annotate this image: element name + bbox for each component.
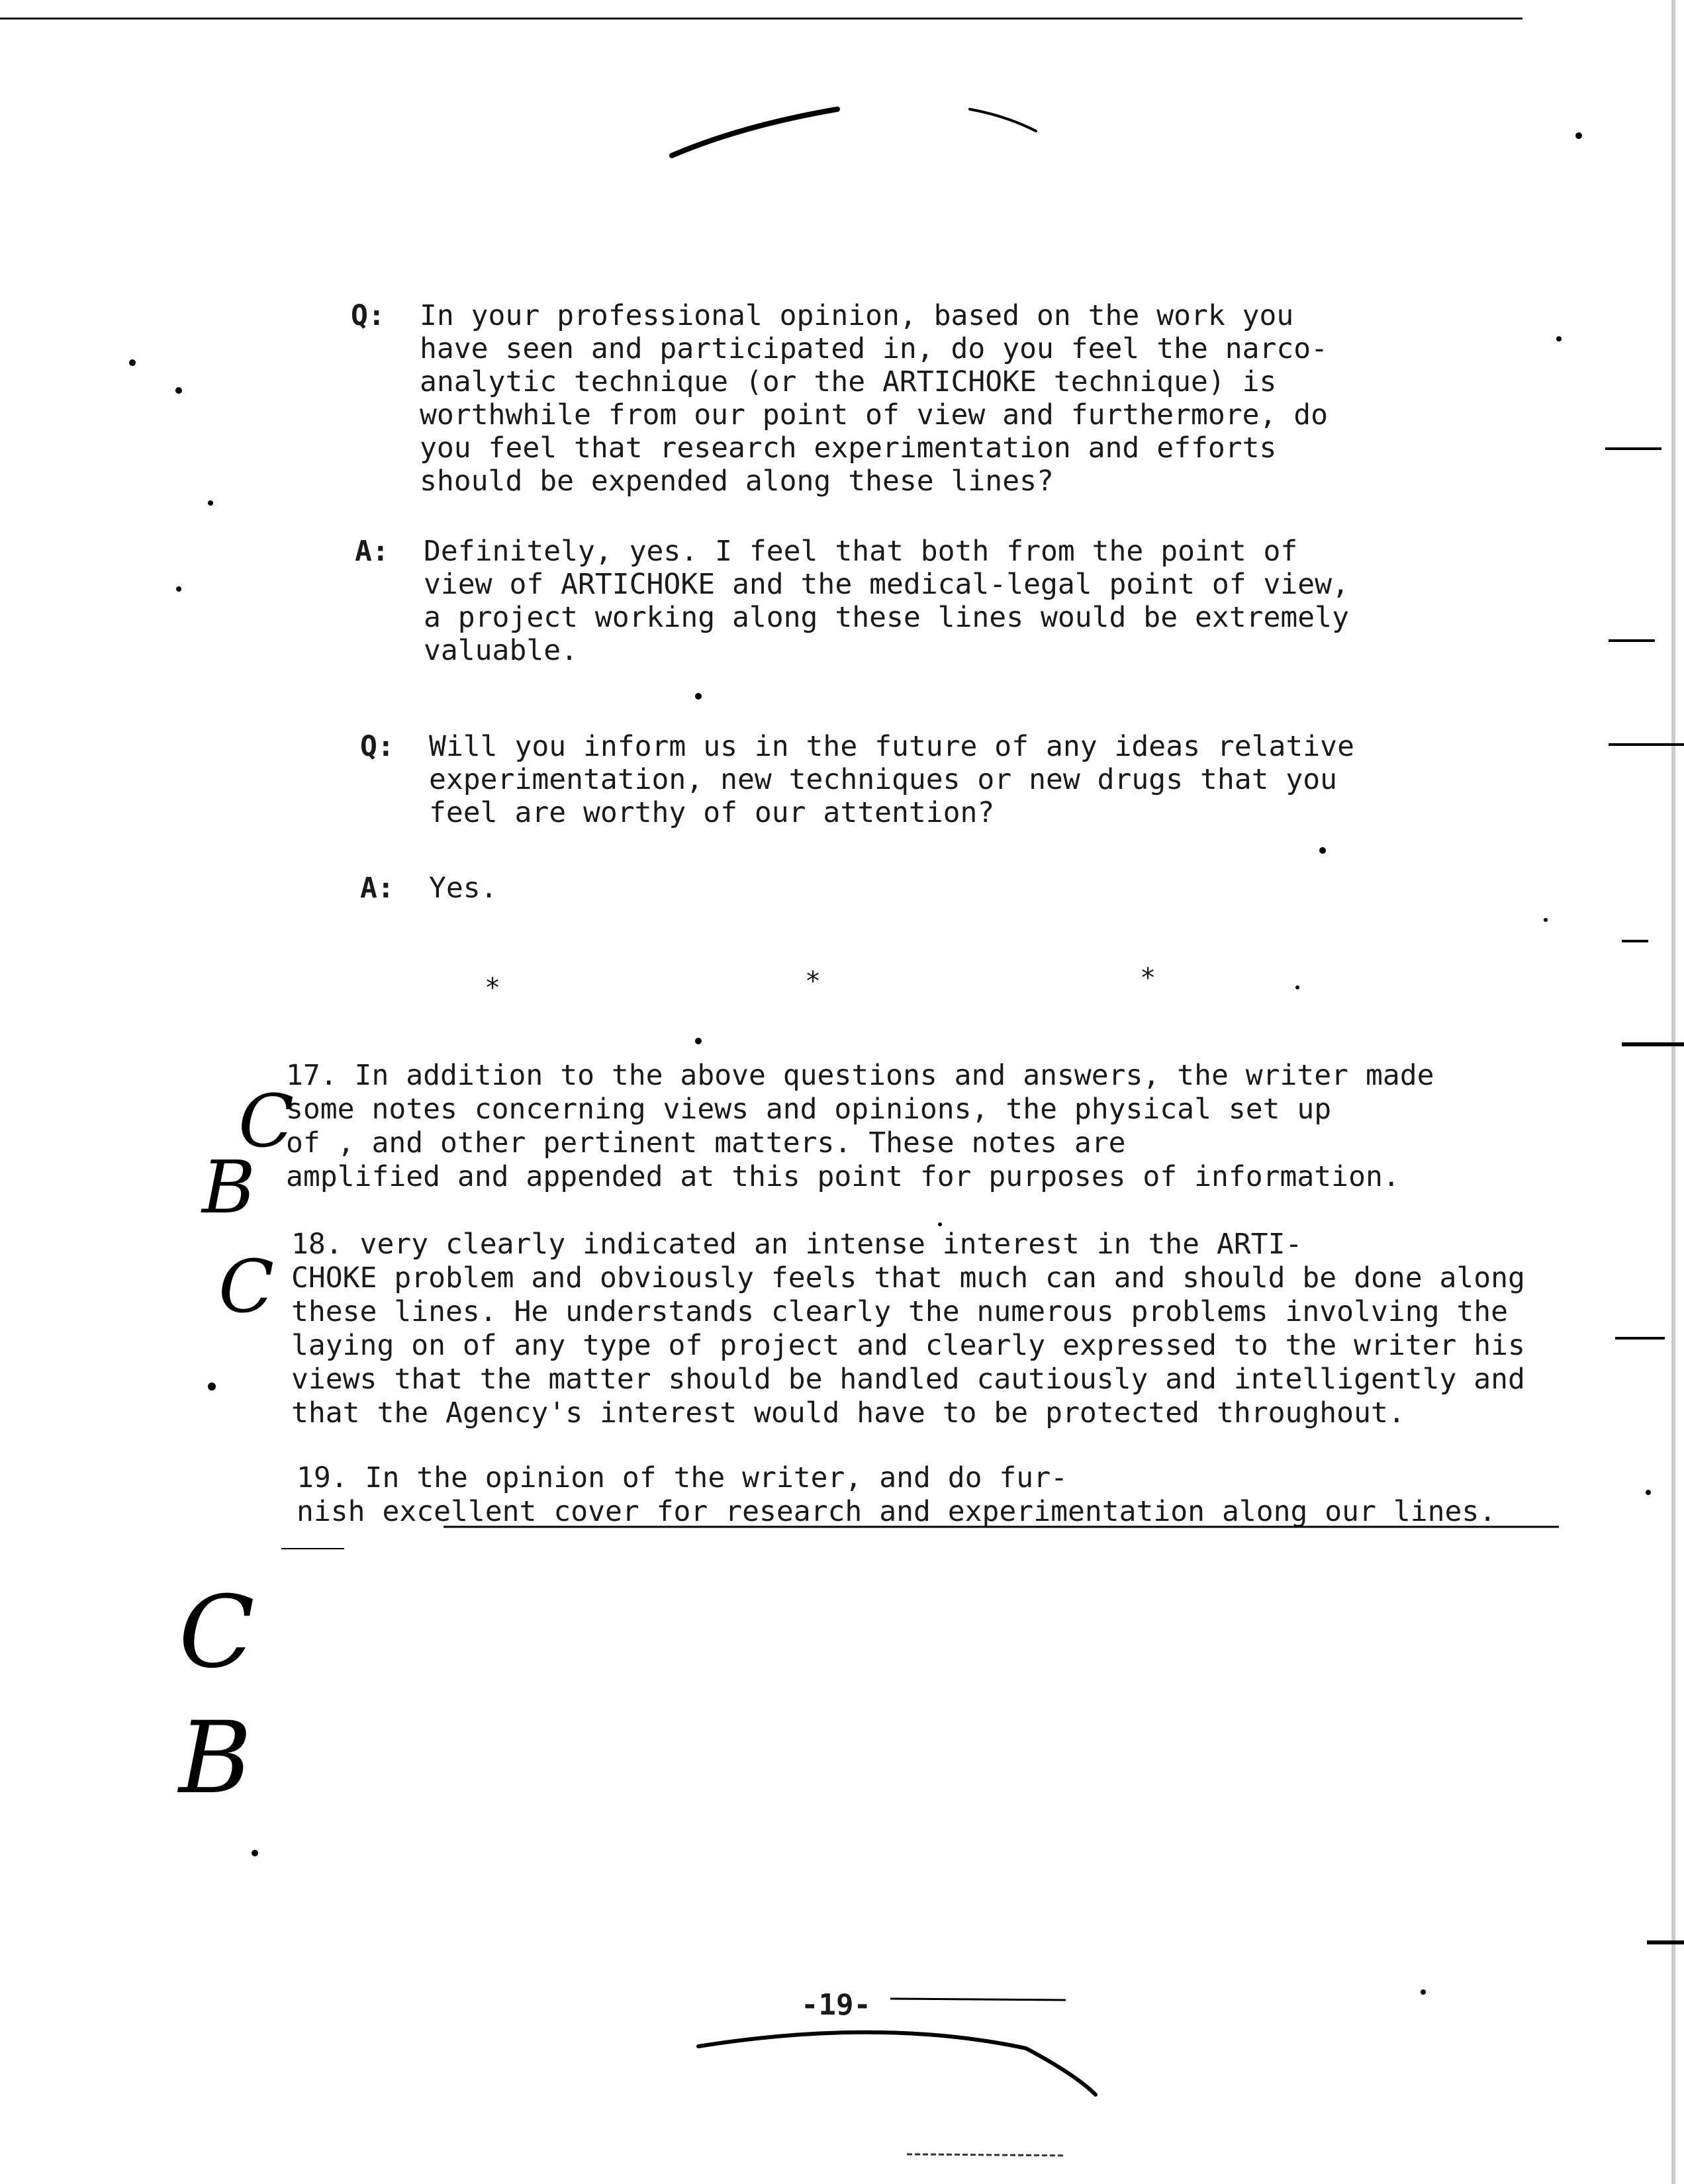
page-number: -19- — [801, 1988, 871, 2022]
scan-line — [907, 2154, 1066, 2156]
separator-star: * — [1140, 963, 1156, 993]
margin-mark-b: B — [179, 1701, 252, 1816]
brush-stroke — [698, 2032, 1096, 2095]
qa-label: Q: — [360, 730, 395, 763]
separator-star: * — [485, 973, 501, 1003]
paragraph-18: 18. very clearly indicated an intense interest in the ARTI- CHOKE problem and obviously feels that much can and should be done along these lines. He understands clearly the numerous problems involving the laying on of any type of project and clearly expressed to the writer his views that the matter should be handled cautiously and intelligently and that the Agency's interest would have to be protected throughout. — [291, 1228, 1525, 1430]
separator-star: * — [805, 966, 821, 997]
qa-label: A: — [360, 872, 395, 905]
page-number-underline — [890, 1999, 1066, 2000]
qa-label: Q: — [351, 299, 385, 332]
brush-stroke — [970, 109, 1036, 131]
margin-mark-b: B — [202, 1145, 256, 1230]
margin-mark-c: C — [238, 1079, 295, 1163]
qa-text: Definitely, yes. I feel that both from the point of view of ARTICHOKE and the medical-legal point of view, a project working along these lines would be extremely valuable. — [424, 535, 1349, 667]
paragraph-19: 19. In the opinion of the writer, and do fur- nish excellent cover for research and experimentation along our lines. — [297, 1461, 1497, 1528]
brush-stroke — [672, 109, 837, 156]
margin-mark-c: C — [218, 1244, 275, 1329]
qa-text: Yes. — [429, 872, 498, 905]
qa-label: A: — [355, 535, 389, 568]
qa-text: Will you inform us in the future of any ideas relative experimentation, new techniques or new drugs that you feel are worthy of our attention? — [429, 730, 1354, 829]
qa-text: In your professional opinion, based on the work you have seen and participated in, do you feel the narco- analytic technique (or the ARTICHOKE technique) is worthwhile from our point of view and furthermore, do you feel that research experimentation and efforts should be expended along these lines? — [420, 299, 1329, 498]
margin-mark-c: C — [179, 1575, 255, 1690]
paragraph-17: 17. In addition to the above questions and answers, the writer made some notes concerning views and opinions, the physical set up of , and other pertinent matters. These notes are amplified and appended at this point for purposes of information. — [286, 1059, 1434, 1193]
